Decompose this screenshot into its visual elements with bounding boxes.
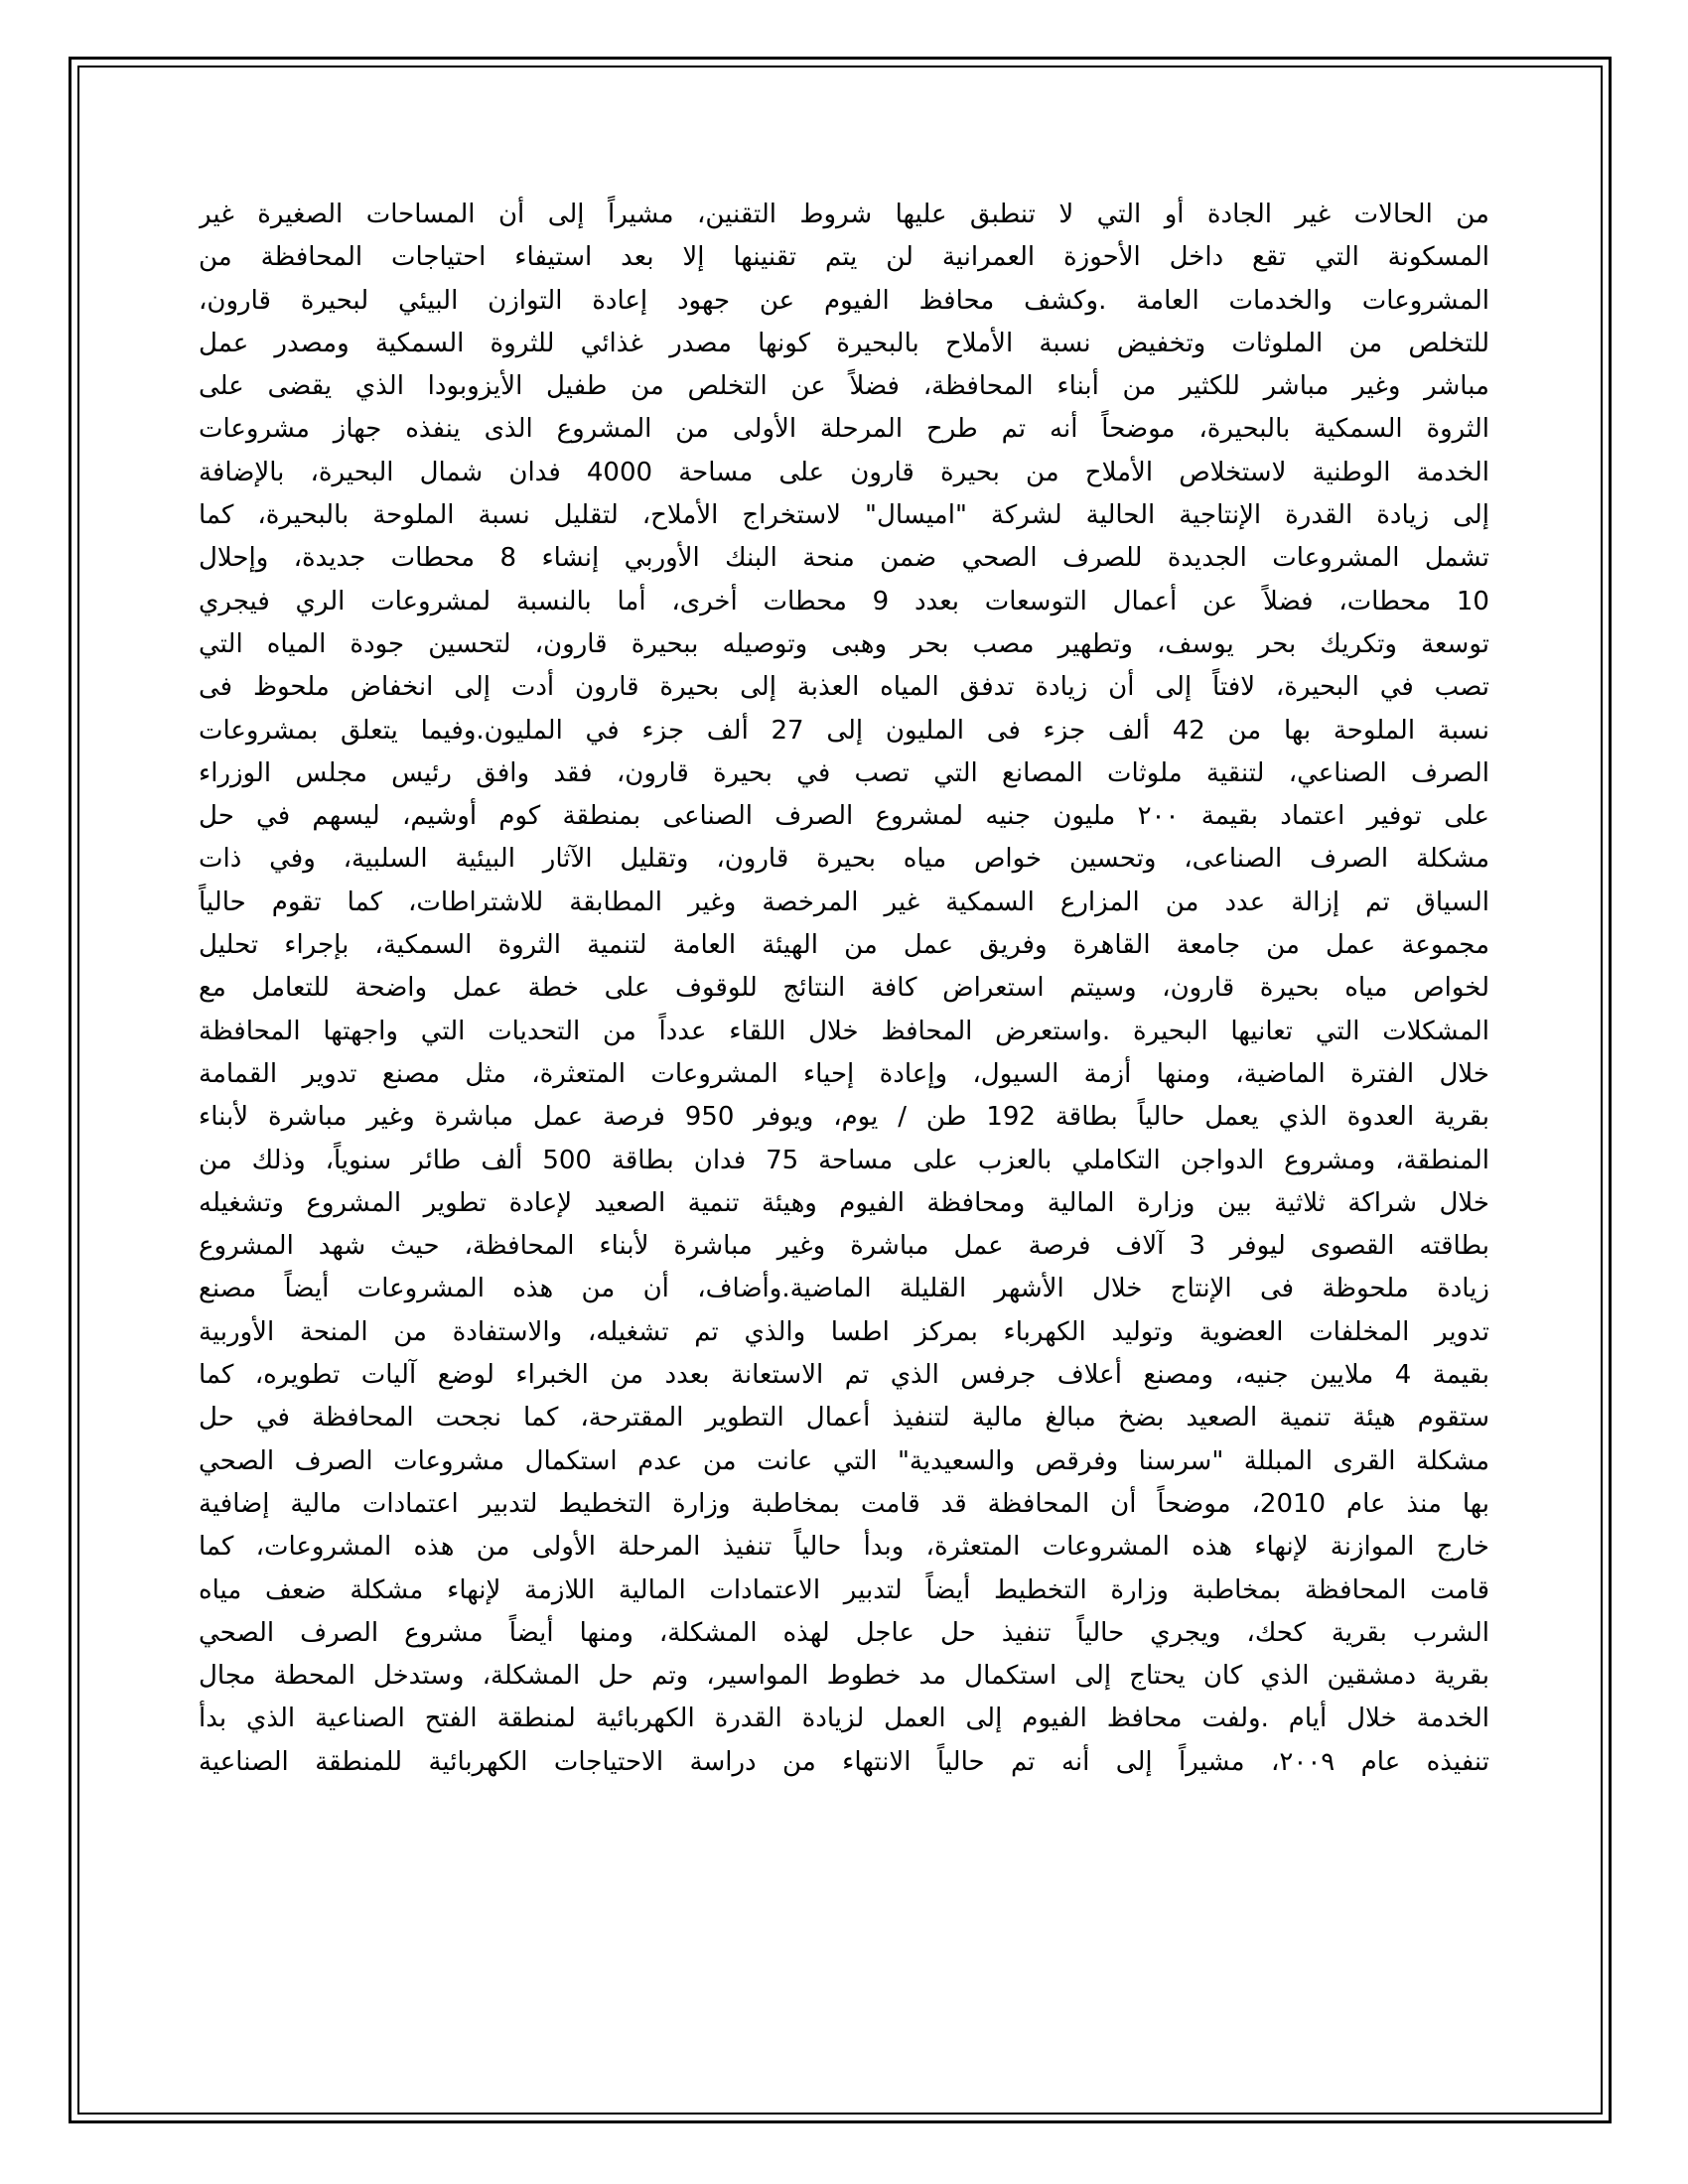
text-line: المشروعات والخدمات العامة .وكشف محافظ الفيوم عن جهود إعادة التوازن البيئي لبحيرة قارون، [199,285,1489,316]
text-line: بها منذ عام 2010، موضحاً أن المحافظة قد قامت بمخاطبة وزارة التخطيط لتدبير اعتمادات مالية إضافية [199,1488,1489,1519]
text-line: 10 محطات، فضلاً عن أعمال التوسعات بعدد 9 محطات أخرى، أما بالنسبة لمشروعات الري فيجري [199,586,1489,616]
text-line: بقيمة 4 ملايين جنيه، ومصنع أعلاف جرفس الذي تم الاستعانة بعدد من الخبراء لوضع آليات تطويره، كما [199,1360,1489,1391]
text-line: الخدمة خلال أيام .ولفت محافظ الفيوم إلى العمل لزيادة القدرة الكهربائية لمنطقة الفتح الصناعية الذي بدأ [199,1704,1489,1734]
text-line: من الحالات غير الجادة أو التي لا تنطبق عليها شروط التقنين، مشيراً إلى أن المساحات الصغيرة غير [199,200,1489,229]
text-line: نسبة الملوحة بها من 42 ألف جزء فى المليون إلى 27 ألف جزء في المليون.وفيما يتعلق بمشروعات [199,715,1489,746]
text-line: السياق تم إزالة عدد من المزارع السمكية غير المرخصة وغير المطابقة للاشتراطات، كما تقوم حالياً [199,887,1489,917]
text-line: توسعة وتكريك بحر يوسف، وتطهير مصب بحر وهبى وتوصيله ببحيرة قارون، لتحسين جودة المياه التي [199,628,1489,659]
text-line: المنطقة، ومشروع الدواجن التكاملي بالعزب على مساحة 75 فدان بطاقة 500 ألف طائر سنوياً، وذلك من [199,1145,1489,1175]
text-line: على توفير اعتماد بقيمة ٢٠٠ مليون جنيه لمشروع الصرف الصناعى بمنطقة كوم أوشيم، ليسهم في حل [199,801,1489,832]
text-line: للتخلص من الملوثات وتخفيض نسبة الأملاح بالبحيرة كونها مصدر غذائي للثروة السمكية ومصدر عمل [199,328,1489,358]
text-line: تنفيذه عام ٢٠٠٩، مشيراً إلى أنه تم حالياً الانتهاء من دراسة الاحتياجات الكهربائية للمنطقة الصناعية [199,1746,1489,1777]
text-line: لخواص مياه بحيرة قارون، وسيتم استعراض كافة النتائج للوقوف على خطة عمل واضحة للتعامل مع [199,973,1489,1004]
text-line: تشمل المشروعات الجديدة للصرف الصحي ضمن منحة البنك الأوربي إنشاء 8 محطات جديدة، وإحلال [199,543,1489,574]
text-line: مجموعة عمل من جامعة القاهرة وفريق عمل من الهيئة العامة لتنمية الثروة السمكية، بإجراء تحليل [199,930,1489,961]
text-line: ستقوم هيئة تنمية الصعيد بضخ مبالغ مالية لتنفيذ أعمال التطوير المقترحة، كما نجحت المحافظة في حل [199,1403,1489,1433]
article-body [199,194,1489,1784]
text-line: مشكلة القرى المبللة "سرسنا وفرقص والسعيدية" التي عانت من عدم استكمال مشروعات الصرف الصحي [199,1445,1489,1476]
text-line: المسكونة التي تقع داخل الأحوزة العمرانية لن يتم تقنينها إلا بعد استيفاء احتياجات المحافظة من [199,242,1489,273]
text-line: تصب في البحيرة، لافتاً إلى أن زيادة تدفق المياه العذبة إلى بحيرة قارون أدت إلى انخفاض ملحوظ فى [199,672,1489,703]
text-line: الصرف الصناعي، لتنقية ملوثات المصانع التي تصب في بحيرة قارون، فقد وافق رئيس مجلس الوزراء [199,757,1489,788]
text-line: خلال شراكة ثلاثية بين وزارة المالية ومحافظة الفيوم وهيئة تنمية الصعيد لإعادة تطوير المشروع وتشغيله [199,1187,1489,1218]
text-line: الخدمة الوطنية لاستخلاص الأملاح من بحيرة قارون على مساحة 4000 فدان شمال البحيرة، بالإضافة [199,457,1489,487]
text-line: مباشر وغير مباشر للكثير من أبناء المحافظة، فضلاً عن التخلص من طفيل الأيزوبودا الذي يقضى على [199,371,1489,402]
text-line: مشكلة الصرف الصناعى، وتحسين خواص مياه بحيرة قارون، وتقليل الآثار البيئية السلبية، وفي ذات [199,844,1489,875]
text-line: بقرية العدوة الذي يعمل حالياً بطاقة 192 طن / يوم، ويوفر 950 فرصة عمل مباشرة وغير مباشرة لأبناء [199,1102,1489,1133]
text-line: المشكلات التي تعانيها البحيرة .واستعرض المحافظ خلال اللقاء عدداً من التحديات التي واجهتها المحافظة [199,1016,1489,1046]
text-line: قامت المحافظة بمخاطبة وزارة التخطيط أيضاً لتدبير الاعتمادات المالية اللازمة لإنهاء مشكلة ضعف مياه [199,1574,1489,1605]
text-line: بطاقته القصوى ليوفر 3 آلاف فرصة عمل مباشرة وغير مباشرة لأبناء المحافظة، حيث شهد المشروع [199,1231,1489,1262]
text-line: الثروة السمكية بالبحيرة، موضحاً أنه تم طرح المرحلة الأولى من المشروع الذى ينفذه جهاز مشروعات [199,414,1489,445]
text-line: خلال الفترة الماضية، ومنها أزمة السيول، وإعادة إحياء المشروعات المتعثرة، مثل مصنع تدوير القمامة [199,1058,1489,1089]
text-line: زيادة ملحوظة فى الإنتاج خلال الأشهر القليلة الماضية.وأضاف، أن من هذه المشروعات أيضاً مصنع [199,1274,1489,1304]
text-line: إلى زيادة القدرة الإنتاجية الحالية لشركة "اميسال" لاستخراج الأملاح، لتقليل نسبة الملوحة بالبحيرة، كما [199,500,1489,531]
text-line: الشرب بقرية كحك، ويجري حالياً تنفيذ حل عاجل لهذه المشكلة، ومنها أيضاً مشروع الصرف الصحي [199,1617,1489,1648]
text-line: خارج الموازنة لإنهاء هذه المشروعات المتعثرة، وبدأ حالياً تنفيذ المرحلة الأولى من هذه المشروعات، كما [199,1532,1489,1563]
text-line: تدوير المخلفات العضوية وتوليد الكهرباء بمركز اطسا والذي تم تشغيله، والاستفادة من المنحة الأوربية [199,1316,1489,1347]
text-line: بقرية دمشقين الذي كان يحتاج إلى استكمال مد خطوط المواسير، وتم حل المشكلة، وستدخل المحطة مجال [199,1661,1489,1692]
